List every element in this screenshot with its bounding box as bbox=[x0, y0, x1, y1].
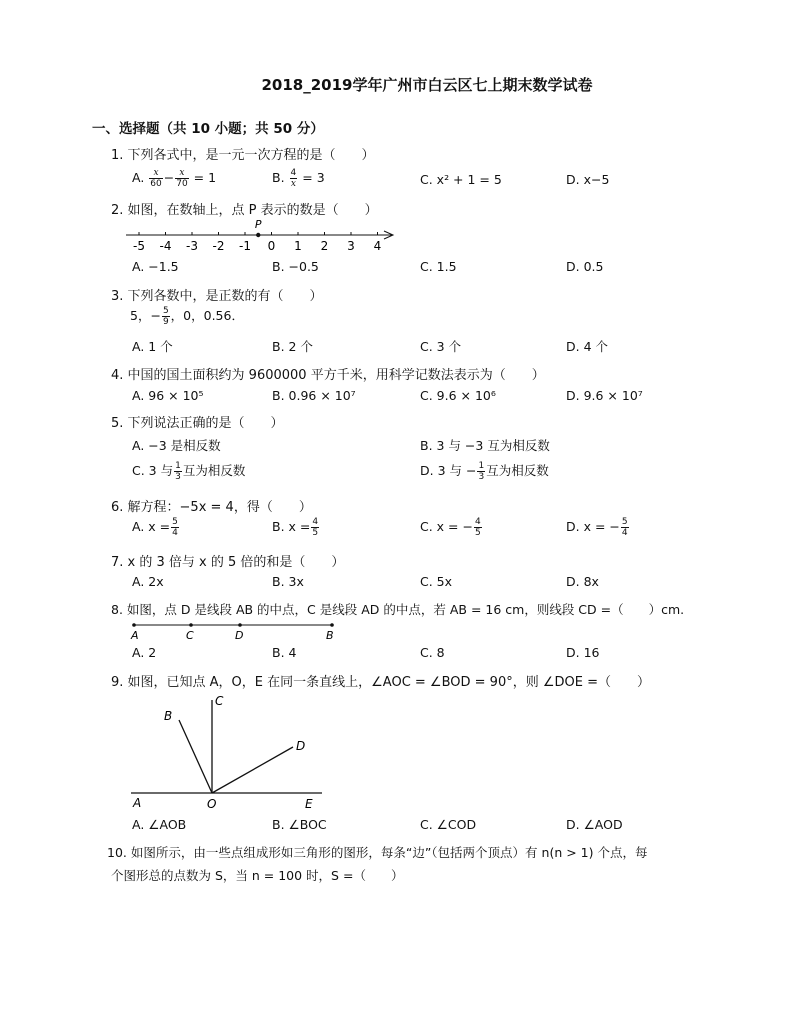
q7-option-a: A. 2x bbox=[132, 574, 164, 589]
q8-option-d: D. 16 bbox=[566, 645, 600, 660]
label-o: O bbox=[207, 797, 217, 811]
q8-option-c: C. 8 bbox=[420, 645, 445, 660]
point-p bbox=[256, 233, 260, 237]
q3-numbers: 5，− $\frac{5}{9}$ ，0，0.56． bbox=[130, 306, 244, 327]
q5-option-d: D. 3 与 − $\frac{1}{3}$ 互为相反数 bbox=[420, 461, 549, 482]
number-line-tick-label: -2 bbox=[212, 239, 225, 253]
number-line-tick-label: -1 bbox=[239, 239, 251, 253]
question-8: 8. 如图，点 D 是线段 AB 的中点，C 是线段 AD 的中点，若 AB = 16 cm，则线段 CD =（ ）cm. bbox=[111, 602, 685, 617]
label-b: B bbox=[326, 629, 334, 642]
question-9: 9. 如图，已知点 A，O，E 在同一条直线上，∠AOC = ∠BOD = 90°，则 ∠DOE =（ ） bbox=[111, 675, 650, 690]
point-p-label: P bbox=[254, 218, 262, 231]
question-5: 5. 下列说法正确的是（ ） bbox=[111, 416, 284, 431]
q2-option-a: A. −1.5 bbox=[132, 259, 179, 274]
label-c: C bbox=[186, 629, 194, 642]
q7-option-c: C. 5x bbox=[420, 574, 453, 589]
number-line-tick-label: -5 bbox=[133, 239, 145, 253]
point-a bbox=[132, 623, 136, 627]
question-10-line-2: 个图形总的点数为 S，当 n = 100 时，S =（ ） bbox=[111, 868, 404, 883]
question-7: 7. x 的 3 倍与 x 的 5 倍的和是（ ） bbox=[111, 555, 345, 570]
q6-option-d: D. x = − $\frac{5}{4}$ bbox=[566, 517, 628, 538]
q4-option-c: C. 9.6 × 10⁶ bbox=[420, 388, 496, 403]
q7-option-b: B. 3x bbox=[272, 574, 304, 589]
label-e: E bbox=[305, 797, 313, 811]
number-line-tick-label: -4 bbox=[159, 239, 172, 253]
q3-option-a: A. 1 个 bbox=[132, 339, 173, 354]
q3-option-d: D. 4 个 bbox=[566, 339, 608, 354]
q3-option-c: C. 3 个 bbox=[420, 339, 462, 354]
q5-option-a: A. −3 是相反数 bbox=[132, 438, 221, 453]
point-c bbox=[189, 623, 193, 627]
q8-option-a: A. 2 bbox=[132, 645, 157, 660]
q6-option-c: C. x = − $\frac{4}{5}$ bbox=[420, 517, 481, 538]
angle-figure bbox=[125, 690, 330, 812]
q6-option-a: A. x = $\frac{5}{4}$ bbox=[132, 517, 178, 538]
q1-option-c: C. x² + 1 = 5 bbox=[420, 172, 502, 187]
q5-option-b: B. 3 与 −3 互为相反数 bbox=[420, 438, 550, 453]
q1-option-a: A. $\frac{x}{60}$ − $\frac{x}{70}$ = 1 bbox=[132, 168, 217, 189]
q6-option-b: B. x = $\frac{4}{5}$ bbox=[272, 517, 319, 538]
q9-option-a: A. ∠AOB bbox=[132, 817, 187, 832]
q7-option-d: D. 8x bbox=[566, 574, 599, 589]
question-2: 2. 如图，在数轴上，点 P 表示的数是（ ） bbox=[111, 203, 378, 218]
point-b bbox=[330, 623, 334, 627]
q9-option-b: B. ∠BOC bbox=[272, 817, 327, 832]
number-line-tick-label: 0 bbox=[267, 239, 276, 253]
label-a: A bbox=[133, 796, 142, 810]
label-a: A bbox=[131, 629, 139, 642]
q9-option-d: D. ∠AOD bbox=[566, 817, 623, 832]
segment-figure bbox=[122, 618, 352, 644]
point-d bbox=[238, 623, 242, 627]
q1-option-d: D. x−5 bbox=[566, 172, 610, 187]
number-line-tick-label: 3 bbox=[347, 239, 355, 253]
question-1: 1. 下列各式中，是一元一次方程的是（ ） bbox=[111, 148, 375, 163]
q9-option-c: C. ∠COD bbox=[420, 817, 477, 832]
q1-option-b: B. $\frac{4}{x}$ = 3 bbox=[272, 168, 325, 189]
question-6: 6. 解方程：−5x = 4，得（ ） bbox=[111, 500, 312, 515]
label-c: C bbox=[215, 694, 224, 708]
q2-option-b: B. −0.5 bbox=[272, 259, 319, 274]
section-heading: 一、选择题（共 10 小题；共 50 分） bbox=[92, 121, 324, 137]
label-b: B bbox=[164, 709, 173, 723]
q2-option-c: C. 1.5 bbox=[420, 259, 457, 274]
q4-option-b: B. 0.96 × 10⁷ bbox=[272, 388, 356, 403]
q4-option-d: D. 9.6 × 10⁷ bbox=[566, 388, 643, 403]
q2-option-d: D. 0.5 bbox=[566, 259, 604, 274]
q8-option-b: B. 4 bbox=[272, 645, 297, 660]
number-line-tick-label: 1 bbox=[294, 239, 302, 253]
question-4: 4. 中国的国土面积约为 9600000 平方千米，用科学记数法表示为（ ） bbox=[111, 368, 545, 383]
question-3: 3. 下列各数中，是正数的有（ ） bbox=[111, 289, 323, 304]
q3-option-b: B. 2 个 bbox=[272, 339, 313, 354]
page-title: 2018_2019学年广州市白云区七上期末数学试卷 bbox=[261, 76, 593, 94]
number-line-tick-label: -3 bbox=[186, 239, 198, 253]
question-10-line-1: 10. 如图所示，由一些点组成形如三角形的图形，每条“边”（包括两个顶点）有 n(n > 1) 个点，每 bbox=[107, 845, 648, 860]
number-line-tick-label: 2 bbox=[320, 239, 329, 253]
label-d: D bbox=[296, 739, 306, 753]
label-d: D bbox=[235, 629, 244, 642]
number-line-figure bbox=[122, 216, 402, 258]
q4-option-a: A. 96 × 10⁵ bbox=[132, 388, 204, 403]
q5-option-c: C. 3 与 $\frac{1}{3}$ 互为相反数 bbox=[132, 461, 246, 482]
number-line-tick-label: 4 bbox=[373, 239, 382, 253]
